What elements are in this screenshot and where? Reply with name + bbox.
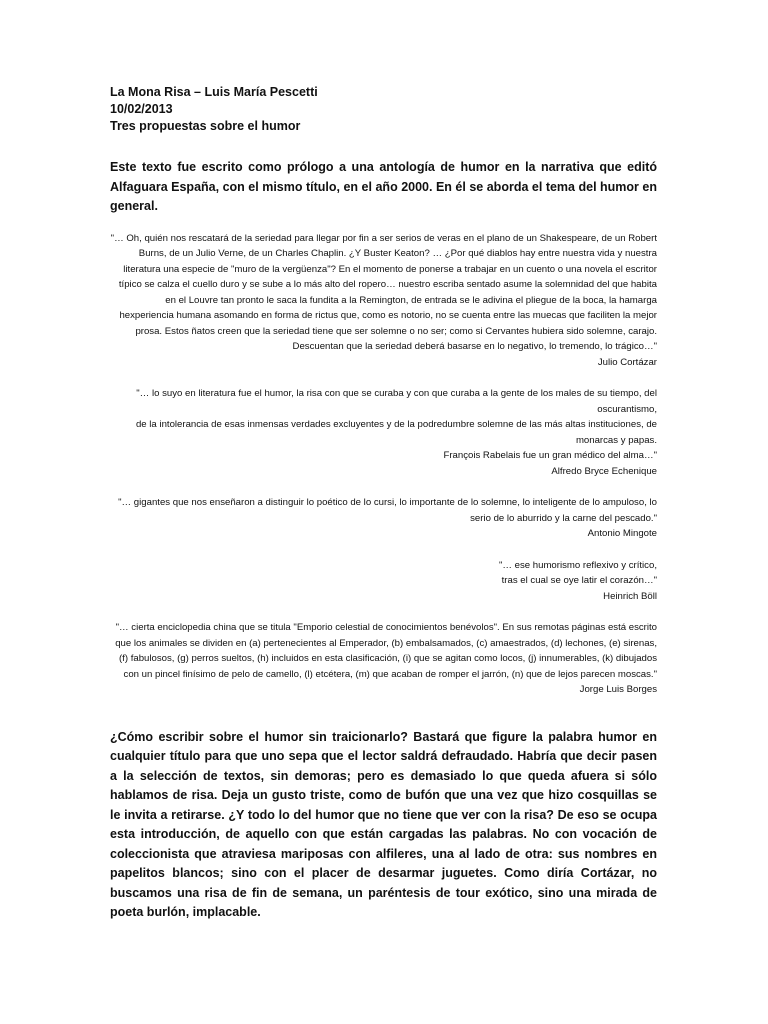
quote-author: Antonio Mingote — [587, 528, 657, 539]
quote-text: "… Oh, quién nos rescatará de la seriedad para llegar por fin a ser serios de veras en el plano de un Shakespeare, de un Robert Burns, de un Julio Verne, de un Charles Chaplin. ¿Y Buster Keaton? … ¿Por qué diablos hay entre nuestra vida y nuestra literatura una especie de "muro de la vergüenza"? En el momento de ponerse a trabajar en un cuento o una novela el escritor típico se calza el cuello duro y se sube a lo más alto del ropero… nuestro escriba sentado asume la solemnidad del que habita en el Louvre tan pronto le saca la fundita a la Remington, de entrada se le adivina el pliegue de la boca, la hamarga hexperiencia humana asomando en forma de rictus que, como es notorio, no se cuenta entre las muecas que faciliten la mejor prosa. Estos ñatos creen que la seriedad tiene que ser solemne o no ser; como si Cervantes hubiera sido solemne, carajo. Descuentan que la seriedad deberá basarse en lo negativo, lo tremendo, lo trágico…" — [110, 232, 657, 352]
epigraph-quote-borges — [110, 620, 657, 698]
epigraph-quote-cortazar — [110, 231, 657, 371]
quote-author: Jorge Luis Borges — [579, 684, 657, 695]
quote-author: Alfredo Bryce Echenique — [551, 465, 657, 477]
epigraph-quote-bryce-echenique — [110, 386, 657, 479]
quote-text-line: tras el cual se oye latir el corazón…" — [501, 575, 657, 586]
epigraph-quote-mingote — [110, 495, 657, 542]
document-date: 10/02/2013 — [110, 102, 173, 116]
quote-text-line: de la intolerancia de esas inmensas verdades excluyentes y de la podredumbre solemne de las más altas instituciones, de monarcas y papas. — [135, 419, 657, 446]
quote-text: "… gigantes que nos enseñaron a distinguir lo poético de lo cursi, lo importante de lo solemne, lo inteligente de lo ampuloso, lo serio de lo aburrido y la carne del pescado." — [118, 497, 657, 524]
epigraph-quote-boll — [110, 558, 657, 605]
body-paragraph: ¿Cómo escribir sobre el humor sin traicionarlo? Bastará que figure la palabra humor en cualquier título para que uno sepa que el lector saldrá defraudado. Habría que decir pasen a la selección de textos, sin demoras; pero es demasiado lo que queda afuera si sólo hablamos de risa. Deja un gusto triste, como de bufón que una vez que hizo cosquillas se le invita a retirarse. ¿Y todo lo del humor que no tiene que ver con la risa? De eso se ocupa esta introducción, de aquello con que están cargadas las palabras. No con vocación de coleccionista que atraviesa mariposas con alfileres, una al lado de otra: sus nombres en papelitos blancos; sino con el placer de desarmar juguetes. Como diría Cortázar, no buscamos una risa de fin de semana, un paréntesis de tour exótico, sino una mirada de poeta burlón, implacable. — [110, 729, 657, 919]
quote-text: "… cierta enciclopedia china que se titula "Emporio celestial de conocimientos benévolos". En sus remotas páginas está escrito que los animales se dividen en (a) pertenecientes al Emperador, (b) embalsamados, (c) amaestrados, (d) lechones, (e) sirenas, (f) fabulosos, (g) perros sueltos, (h) incluidos en esta clasificación, (i) que se agitan como locos, (j) innumerables, (k) dibujados con un pincel finísimo de pelo de camello, (l) etcétera, (m) que acaban de romper el jarrón, (n) que de lejos parecen moscas." — [115, 622, 657, 680]
quote-text-line: "… lo suyo en literatura fue el humor, la risa con que se curaba y con que curaba a la gente de los males de su tiempo, del oscurantismo, — [136, 388, 657, 415]
document-subtitle: Tres propuestas sobre el humor — [110, 119, 301, 133]
quote-text-line: "… ese humorismo reflexivo y crítico, — [498, 559, 657, 571]
intro-paragraph: Este texto fue escrito como prólogo a una antología de humor en la narrativa que editó Alfaguara España, con el mismo título, en el año 2000. En él se aborda el tema del humor en general. — [110, 160, 657, 213]
document-title: La Mona Risa – Luis María Pescetti — [110, 85, 318, 99]
quote-text-line: François Rabelais fue un gran médico del alma…" — [443, 450, 657, 461]
document-page — [110, 84, 657, 923]
quote-author: Heinrich Böll — [603, 590, 657, 602]
quote-author: Julio Cortázar — [597, 356, 657, 368]
